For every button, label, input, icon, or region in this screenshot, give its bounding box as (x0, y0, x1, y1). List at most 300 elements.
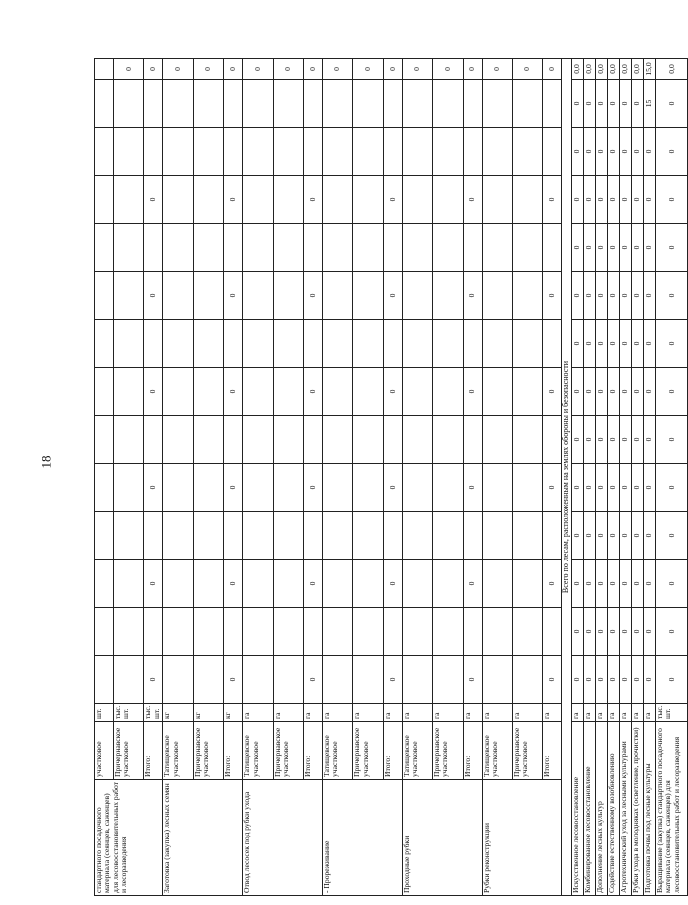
value-cell: 0 (656, 272, 688, 320)
unit-cell: га (383, 704, 402, 722)
value-cell: 0 (383, 176, 402, 224)
value-cell: 0 (644, 656, 656, 704)
value-cell (243, 224, 273, 272)
unit-cell: га (303, 704, 322, 722)
table-row (224, 59, 243, 896)
total-cell: 0,0 (632, 59, 644, 80)
value-cell: 0 (620, 272, 632, 320)
value-cell: 0 (608, 608, 620, 656)
value-cell: 0 (656, 368, 688, 416)
value-cell: 0 (632, 224, 644, 272)
value-cell (273, 128, 303, 176)
unit-cell: га (632, 704, 644, 722)
value-cell (303, 80, 322, 128)
rotated-table-wrapper (94, 58, 681, 896)
value-cell: 0 (644, 368, 656, 416)
value-cell (383, 224, 402, 272)
value-cell (322, 560, 352, 608)
value-cell: 0 (584, 80, 596, 128)
value-cell (322, 512, 352, 560)
total-cell: 0 (433, 59, 463, 80)
value-cell (543, 416, 562, 464)
unit-cell: га (596, 704, 608, 722)
unit-cell: га (273, 704, 303, 722)
value-cell: 0 (383, 368, 402, 416)
value-cell (303, 224, 322, 272)
value-cell (193, 416, 223, 464)
value-cell: 0 (656, 128, 688, 176)
total-cell: 0 (543, 59, 562, 80)
table-row (144, 59, 163, 896)
value-cell (193, 560, 223, 608)
value-cell: 0 (584, 224, 596, 272)
value-cell: 0 (620, 80, 632, 128)
table-row (596, 59, 608, 896)
value-cell: 0 (632, 320, 644, 368)
value-cell (383, 128, 402, 176)
value-cell (193, 320, 223, 368)
forestry-cell: Причернавское участковое (114, 722, 144, 780)
value-cell (193, 368, 223, 416)
value-cell (482, 80, 512, 128)
value-cell: 0 (584, 608, 596, 656)
forestry-cell: Причернавское участковое (512, 722, 542, 780)
value-cell: 0 (632, 512, 644, 560)
activity-name-cell: Подготовка почвы под лесные культуры (644, 722, 656, 896)
value-cell: 0 (656, 464, 688, 512)
forestry-cell: Итого: (463, 722, 482, 780)
value-cell: 0 (584, 416, 596, 464)
value-cell: 0 (572, 512, 584, 560)
value-cell: 0 (608, 560, 620, 608)
value-cell: 0 (632, 176, 644, 224)
table-row (608, 59, 620, 896)
value-cell: 0 (644, 512, 656, 560)
value-cell (163, 656, 193, 704)
value-cell: 0 (584, 272, 596, 320)
value-cell: 0 (224, 176, 243, 224)
value-cell (322, 176, 352, 224)
value-cell (303, 128, 322, 176)
value-cell: 0 (596, 176, 608, 224)
value-cell (193, 128, 223, 176)
value-cell (322, 80, 352, 128)
table-row (273, 59, 303, 896)
value-cell (353, 416, 383, 464)
value-cell (383, 512, 402, 560)
value-cell (353, 512, 383, 560)
forestry-cell: Итого: (543, 722, 562, 780)
table-row (463, 59, 482, 896)
value-cell: 15 (644, 80, 656, 128)
value-cell (193, 464, 223, 512)
value-cell (243, 128, 273, 176)
total-cell: 0,0 (596, 59, 608, 80)
value-cell: 0 (620, 464, 632, 512)
value-cell (543, 224, 562, 272)
value-cell: 0 (303, 176, 322, 224)
unit-cell: га (243, 704, 273, 722)
value-cell (193, 80, 223, 128)
total-cell: 0,0 (656, 59, 688, 80)
value-cell (144, 128, 163, 176)
value-cell: 0 (303, 368, 322, 416)
value-cell (114, 176, 144, 224)
value-cell (402, 368, 432, 416)
table-row (512, 59, 542, 896)
value-cell: 0 (596, 464, 608, 512)
value-cell: 0 (303, 272, 322, 320)
value-cell (224, 416, 243, 464)
value-cell (433, 80, 463, 128)
value-cell (193, 656, 223, 704)
value-cell: 0 (572, 128, 584, 176)
unit-cell: га (620, 704, 632, 722)
value-cell (95, 656, 114, 704)
value-cell (402, 656, 432, 704)
forestry-cell: Татищевское участковое (163, 722, 193, 780)
value-cell (95, 416, 114, 464)
value-cell: 0 (572, 656, 584, 704)
table-row (114, 59, 144, 896)
value-cell: 0 (644, 608, 656, 656)
value-cell: 0 (383, 464, 402, 512)
value-cell (353, 80, 383, 128)
unit-cell: тыс. шт. (114, 704, 144, 722)
value-cell: 0 (543, 176, 562, 224)
value-cell: 0 (584, 368, 596, 416)
value-cell (543, 128, 562, 176)
value-cell: 0 (463, 176, 482, 224)
value-cell: 0 (584, 464, 596, 512)
value-cell: 0 (620, 656, 632, 704)
value-cell (224, 320, 243, 368)
value-cell: 0 (596, 656, 608, 704)
value-cell (402, 128, 432, 176)
activity-name-cell: Заготовка (закупка) лесных семян (163, 780, 243, 896)
value-cell (383, 80, 402, 128)
value-cell (463, 416, 482, 464)
total-cell (95, 59, 114, 80)
value-cell: 0 (632, 464, 644, 512)
value-cell (322, 320, 352, 368)
value-cell (163, 464, 193, 512)
value-cell: 0 (144, 464, 163, 512)
value-cell: 0 (463, 368, 482, 416)
value-cell: 0 (383, 560, 402, 608)
value-cell (273, 416, 303, 464)
value-cell (114, 224, 144, 272)
total-cell: 0 (463, 59, 482, 80)
value-cell: 0 (632, 560, 644, 608)
activity-name-cell: Рубки реконструкции (482, 780, 562, 896)
value-cell: 0 (572, 176, 584, 224)
total-cell: 0,0 (584, 59, 596, 80)
value-cell (433, 272, 463, 320)
value-cell (463, 608, 482, 656)
value-cell: 0 (608, 368, 620, 416)
value-cell: 0 (224, 656, 243, 704)
unit-cell: шт. (95, 704, 114, 722)
value-cell (482, 512, 512, 560)
value-cell (144, 608, 163, 656)
table-row (193, 59, 223, 896)
value-cell (273, 512, 303, 560)
value-cell (433, 464, 463, 512)
total-cell: 0 (273, 59, 303, 80)
value-cell (193, 176, 223, 224)
unit-cell: га (512, 704, 542, 722)
value-cell (353, 320, 383, 368)
value-cell: 0 (584, 128, 596, 176)
value-cell (463, 512, 482, 560)
value-cell: 0 (656, 656, 688, 704)
value-cell (273, 80, 303, 128)
value-cell (512, 560, 542, 608)
value-cell: 0 (644, 128, 656, 176)
value-cell (322, 416, 352, 464)
value-cell: 0 (620, 224, 632, 272)
value-cell (353, 128, 383, 176)
value-cell (322, 272, 352, 320)
value-cell (273, 224, 303, 272)
value-cell: 0 (632, 416, 644, 464)
value-cell (243, 512, 273, 560)
forestry-cell: Причернавское участковое (193, 722, 223, 780)
value-cell: 0 (656, 176, 688, 224)
value-cell (243, 416, 273, 464)
value-cell: 0 (632, 608, 644, 656)
value-cell: 0 (572, 464, 584, 512)
value-cell (433, 512, 463, 560)
value-cell (512, 416, 542, 464)
value-cell (243, 464, 273, 512)
value-cell (383, 320, 402, 368)
value-cell (114, 320, 144, 368)
value-cell: 0 (632, 128, 644, 176)
value-cell: 0 (608, 512, 620, 560)
value-cell: 0 (656, 80, 688, 128)
unit-cell: га (353, 704, 383, 722)
activity-name-cell: Выращивание (закупка) стандартного посадочного материала (сеянцев, саженцев) для лесовосстановительных работ и лесоразведения (656, 722, 688, 896)
value-cell: 0 (608, 128, 620, 176)
value-cell: 0 (463, 464, 482, 512)
value-cell (433, 560, 463, 608)
forestry-cell: Причернавское участковое (273, 722, 303, 780)
value-cell: 0 (644, 464, 656, 512)
value-cell (353, 656, 383, 704)
value-cell (114, 368, 144, 416)
section-title: Всего по лесам, расположенным на землях обороны и безопасности (562, 59, 572, 896)
value-cell (144, 80, 163, 128)
value-cell: 0 (596, 368, 608, 416)
activity-name-cell: Агротехнический уход за лесными культурами (620, 722, 632, 896)
value-cell (433, 128, 463, 176)
value-cell (303, 416, 322, 464)
table-row (572, 59, 584, 896)
total-cell: 0 (114, 59, 144, 80)
value-cell (95, 464, 114, 512)
value-cell: 0 (608, 272, 620, 320)
unit-cell: га (463, 704, 482, 722)
value-cell (163, 224, 193, 272)
value-cell (402, 320, 432, 368)
value-cell (243, 608, 273, 656)
value-cell (243, 368, 273, 416)
value-cell (163, 560, 193, 608)
forestry-cell: Причернавское участковое (433, 722, 463, 780)
total-cell: 0 (144, 59, 163, 80)
unit-cell: кг (224, 704, 243, 722)
value-cell: 0 (572, 272, 584, 320)
table-row (322, 59, 352, 896)
forestry-cell: Татищевское участковое (322, 722, 352, 780)
value-cell: 0 (596, 416, 608, 464)
value-cell (433, 368, 463, 416)
value-cell: 0 (584, 176, 596, 224)
forestry-cell: Татищевское участковое (243, 722, 273, 780)
value-cell (353, 464, 383, 512)
activity-name-cell: Дополнение лесных культур (596, 722, 608, 896)
value-cell (322, 656, 352, 704)
value-cell (322, 608, 352, 656)
value-cell (224, 512, 243, 560)
value-cell: 0 (584, 560, 596, 608)
value-cell: 0 (656, 512, 688, 560)
value-cell (243, 176, 273, 224)
value-cell (273, 176, 303, 224)
value-cell (322, 368, 352, 416)
value-cell (114, 512, 144, 560)
value-cell (463, 128, 482, 176)
value-cell (482, 608, 512, 656)
unit-cell: кг (193, 704, 223, 722)
activity-name-cell: стандартного посадочного материала (сеянцев, саженцев) для лесовосстановительных работ и лесоразведения (95, 780, 163, 896)
table-row (243, 59, 273, 896)
value-cell: 0 (608, 80, 620, 128)
value-cell (512, 320, 542, 368)
value-cell (482, 416, 512, 464)
value-cell (402, 560, 432, 608)
value-cell: 0 (608, 464, 620, 512)
value-cell (482, 320, 512, 368)
table-row (433, 59, 463, 896)
value-cell (463, 320, 482, 368)
value-cell (163, 608, 193, 656)
value-cell (224, 224, 243, 272)
value-cell: 0 (596, 224, 608, 272)
unit-cell: га (482, 704, 512, 722)
value-cell (512, 656, 542, 704)
value-cell: 0 (144, 560, 163, 608)
value-cell (273, 464, 303, 512)
table-row (620, 59, 632, 896)
total-cell: 0 (512, 59, 542, 80)
value-cell (95, 272, 114, 320)
forestry-cell: Татищевское участковое (402, 722, 432, 780)
forestry-cell: Итого: (144, 722, 163, 780)
total-cell: 0 (163, 59, 193, 80)
value-cell: 0 (596, 272, 608, 320)
table-row (656, 59, 688, 896)
value-cell (353, 608, 383, 656)
value-cell (303, 320, 322, 368)
value-cell (95, 368, 114, 416)
value-cell: 0 (144, 368, 163, 416)
value-cell: 0 (572, 80, 584, 128)
value-cell (224, 608, 243, 656)
table-row (584, 59, 596, 896)
value-cell (482, 128, 512, 176)
value-cell: 0 (572, 608, 584, 656)
table-row (303, 59, 322, 896)
forest-activities-table (94, 58, 688, 896)
value-cell (273, 656, 303, 704)
total-cell: 0,0 (608, 59, 620, 80)
value-cell (512, 272, 542, 320)
unit-cell: га (572, 704, 584, 722)
value-cell (383, 608, 402, 656)
value-cell: 0 (620, 608, 632, 656)
value-cell (353, 176, 383, 224)
value-cell (193, 608, 223, 656)
value-cell: 0 (656, 320, 688, 368)
value-cell (353, 224, 383, 272)
value-cell (273, 368, 303, 416)
value-cell: 0 (572, 224, 584, 272)
value-cell (224, 128, 243, 176)
value-cell (163, 320, 193, 368)
value-cell (512, 128, 542, 176)
unit-cell: га (584, 704, 596, 722)
unit-cell: тыс. шт. (144, 704, 163, 722)
value-cell (482, 176, 512, 224)
value-cell (163, 416, 193, 464)
value-cell (95, 176, 114, 224)
value-cell (273, 320, 303, 368)
table-row (482, 59, 512, 896)
value-cell: 0 (543, 656, 562, 704)
value-cell (114, 656, 144, 704)
value-cell: 0 (572, 320, 584, 368)
unit-cell: га (644, 704, 656, 722)
forestry-cell: Татищевское участковое (482, 722, 512, 780)
total-cell: 0 (402, 59, 432, 80)
value-cell: 0 (656, 560, 688, 608)
value-cell (114, 464, 144, 512)
activity-name-cell: Содействие естественному возобновлению (608, 722, 620, 896)
value-cell (402, 512, 432, 560)
value-cell (163, 128, 193, 176)
value-cell (322, 464, 352, 512)
value-cell: 0 (303, 464, 322, 512)
table-row (644, 59, 656, 896)
value-cell: 0 (644, 416, 656, 464)
value-cell: 0 (463, 272, 482, 320)
value-cell (114, 608, 144, 656)
total-cell: 0 (303, 59, 322, 80)
value-cell (433, 416, 463, 464)
value-cell (512, 464, 542, 512)
value-cell (114, 272, 144, 320)
forestry-cell: Итого: (224, 722, 243, 780)
value-cell: 0 (656, 224, 688, 272)
value-cell (482, 464, 512, 512)
value-cell: 0 (596, 512, 608, 560)
value-cell: 0 (644, 560, 656, 608)
value-cell (353, 272, 383, 320)
value-cell: 0 (596, 128, 608, 176)
